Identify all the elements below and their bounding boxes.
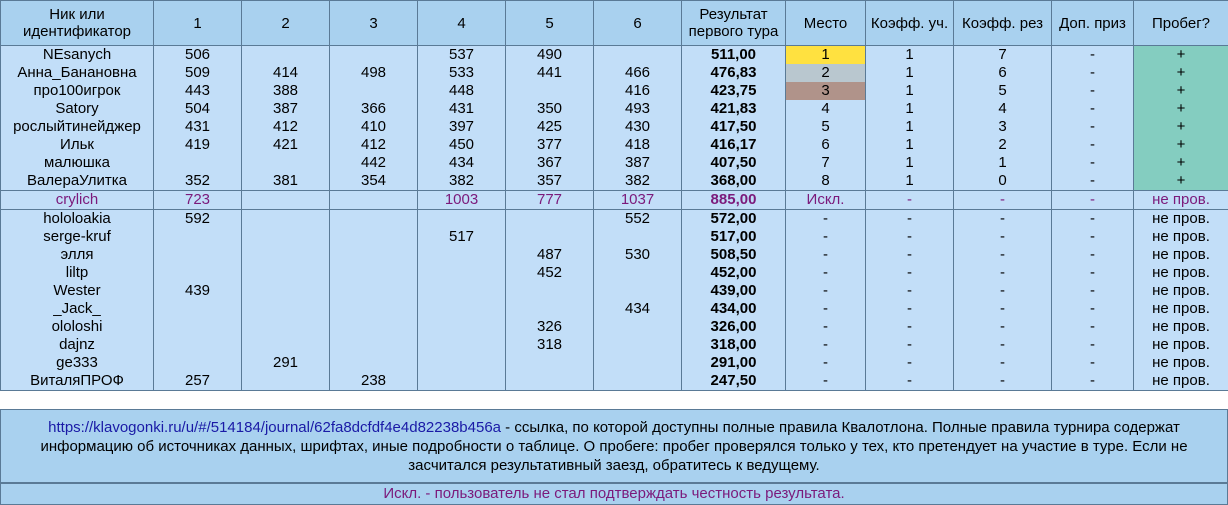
race-result: [154, 354, 242, 372]
place-cell: 3: [786, 82, 866, 100]
run-check: +: [1134, 100, 1228, 118]
player-name: Ильк: [1, 136, 154, 154]
race-result: 414: [242, 64, 330, 82]
race-result: 431: [418, 100, 506, 118]
table-row: [1, 210, 1228, 229]
column-header: Доп. приз: [1052, 1, 1134, 46]
race-result: [242, 318, 330, 336]
race-result: [242, 46, 330, 65]
race-result: [506, 82, 594, 100]
race-result: 425: [506, 118, 594, 136]
race-result: [594, 264, 682, 282]
place-cell: -: [786, 336, 866, 354]
race-result: 419: [154, 136, 242, 154]
race-result: 416: [594, 82, 682, 100]
place-cell: -: [786, 264, 866, 282]
place-cell: 2: [786, 64, 866, 82]
race-result: 448: [418, 82, 506, 100]
coef-result: -: [954, 228, 1052, 246]
race-result: [242, 264, 330, 282]
race-result: [330, 228, 418, 246]
coef-result: -: [954, 282, 1052, 300]
first-round-result: 318,00: [682, 336, 786, 354]
race-result: [330, 318, 418, 336]
player-name: Wester: [1, 282, 154, 300]
race-result: 450: [418, 136, 506, 154]
coef-participation: -: [866, 246, 954, 264]
coef-result: -: [954, 372, 1052, 391]
run-check: не пров.: [1134, 282, 1228, 300]
run-check: не пров.: [1134, 228, 1228, 246]
column-header: 1: [154, 1, 242, 46]
place-cell: -: [786, 300, 866, 318]
column-header: 4: [418, 1, 506, 46]
race-result: 352: [154, 172, 242, 191]
extra-prize: -: [1052, 246, 1134, 264]
table-row: [1, 264, 1228, 282]
player-name: ge333: [1, 354, 154, 372]
race-result: [242, 191, 330, 210]
run-check: не пров.: [1134, 300, 1228, 318]
table-row: [1, 336, 1228, 354]
extra-prize: -: [1052, 100, 1134, 118]
player-name: малюшка: [1, 154, 154, 172]
run-check: не пров.: [1134, 246, 1228, 264]
race-result: 434: [594, 300, 682, 318]
header-row: [1, 1, 1228, 46]
race-result: [330, 300, 418, 318]
extra-prize: -: [1052, 191, 1134, 210]
place-cell: 8: [786, 172, 866, 191]
coef-result: -: [954, 210, 1052, 229]
race-result: [330, 354, 418, 372]
coef-result: 3: [954, 118, 1052, 136]
race-result: [242, 246, 330, 264]
column-header: Коэфф. уч.: [866, 1, 954, 46]
extra-prize: -: [1052, 154, 1134, 172]
race-result: [154, 154, 242, 172]
coef-participation: -: [866, 336, 954, 354]
race-result: 1037: [594, 191, 682, 210]
race-result: 592: [154, 210, 242, 229]
coef-participation: -: [866, 372, 954, 391]
extra-prize: -: [1052, 210, 1134, 229]
race-result: 434: [418, 154, 506, 172]
table-row: [1, 82, 1228, 100]
run-check: +: [1134, 64, 1228, 82]
coef-participation: -: [866, 191, 954, 210]
coef-participation: -: [866, 300, 954, 318]
table-row: [1, 100, 1228, 118]
coef-participation: 1: [866, 46, 954, 65]
race-result: [594, 228, 682, 246]
extra-prize: -: [1052, 264, 1134, 282]
coef-participation: -: [866, 354, 954, 372]
race-result: 493: [594, 100, 682, 118]
race-result: 466: [594, 64, 682, 82]
place-cell: 7: [786, 154, 866, 172]
coef-participation: -: [866, 264, 954, 282]
run-check: не пров.: [1134, 210, 1228, 229]
race-result: 498: [330, 64, 418, 82]
coef-result: 0: [954, 172, 1052, 191]
first-round-result: 291,00: [682, 354, 786, 372]
extra-prize: -: [1052, 228, 1134, 246]
race-result: [506, 282, 594, 300]
race-result: 530: [594, 246, 682, 264]
race-result: 357: [506, 172, 594, 191]
table-row: [1, 372, 1228, 391]
coef-result: 2: [954, 136, 1052, 154]
place-cell: -: [786, 354, 866, 372]
race-result: [330, 46, 418, 65]
place-cell: -: [786, 228, 866, 246]
race-result: 421: [242, 136, 330, 154]
player-name: crylich: [1, 191, 154, 210]
race-result: [154, 228, 242, 246]
race-result: 387: [242, 100, 330, 118]
extra-prize: -: [1052, 82, 1134, 100]
table-row: [1, 300, 1228, 318]
first-round-result: 452,00: [682, 264, 786, 282]
coef-participation: 1: [866, 100, 954, 118]
race-result: [242, 300, 330, 318]
race-result: [418, 246, 506, 264]
rules-info: [0, 409, 1228, 483]
coef-result: -: [954, 191, 1052, 210]
race-result: [154, 264, 242, 282]
extra-prize: -: [1052, 282, 1134, 300]
race-result: 326: [506, 318, 594, 336]
race-result: [594, 318, 682, 336]
race-result: 441: [506, 64, 594, 82]
extra-prize: -: [1052, 354, 1134, 372]
first-round-result: 439,00: [682, 282, 786, 300]
race-result: [330, 336, 418, 354]
first-round-result: 423,75: [682, 82, 786, 100]
first-round-result: 434,00: [682, 300, 786, 318]
race-result: [330, 282, 418, 300]
race-result: 1003: [418, 191, 506, 210]
column-header: Пробег?: [1134, 1, 1228, 46]
coef-result: -: [954, 318, 1052, 336]
first-round-result: 572,00: [682, 210, 786, 229]
place-cell: -: [786, 210, 866, 229]
place-cell: 1: [786, 46, 866, 65]
race-result: 388: [242, 82, 330, 100]
race-result: 410: [330, 118, 418, 136]
race-result: 381: [242, 172, 330, 191]
first-round-result: 476,83: [682, 64, 786, 82]
race-result: [506, 228, 594, 246]
race-result: [594, 336, 682, 354]
race-result: 443: [154, 82, 242, 100]
coef-participation: -: [866, 318, 954, 336]
race-result: [506, 300, 594, 318]
player-name: liltp: [1, 264, 154, 282]
run-check: не пров.: [1134, 372, 1228, 391]
player-name: про100игрок: [1, 82, 154, 100]
coef-participation: 1: [866, 118, 954, 136]
race-result: 442: [330, 154, 418, 172]
column-header: Коэфф. рез: [954, 1, 1052, 46]
coef-result: -: [954, 264, 1052, 282]
race-result: 533: [418, 64, 506, 82]
exclusion-note: Искл. - пользователь не стал подтверждать честность результата.: [0, 483, 1228, 505]
first-round-result: 416,17: [682, 136, 786, 154]
race-result: 430: [594, 118, 682, 136]
first-round-result: 247,50: [682, 372, 786, 391]
race-result: [418, 282, 506, 300]
player-name: dajnz: [1, 336, 154, 354]
race-result: 537: [418, 46, 506, 65]
race-result: [594, 354, 682, 372]
race-result: [506, 354, 594, 372]
rules-text: - ссылка, по которой доступны полные правила Квалотлона. Полные правила турнира содержат информацию об источниках данных, шрифтах, иные подробности о таблице. О пробеге: пробег проверялся только у тех, кто претендует на участие в туре. Если не засчитался результативный заезд, обратитесь к ведущему.: [40, 419, 1187, 474]
first-round-result: 326,00: [682, 318, 786, 336]
coef-result: -: [954, 246, 1052, 264]
table-row: [1, 318, 1228, 336]
race-result: 318: [506, 336, 594, 354]
first-round-result: 517,00: [682, 228, 786, 246]
race-result: 509: [154, 64, 242, 82]
run-check: +: [1134, 82, 1228, 100]
race-result: 354: [330, 172, 418, 191]
table-row: [1, 246, 1228, 264]
place-cell: -: [786, 246, 866, 264]
run-check: +: [1134, 46, 1228, 65]
race-result: [242, 372, 330, 391]
table-row: [1, 191, 1228, 210]
coef-participation: -: [866, 210, 954, 229]
race-result: [242, 336, 330, 354]
race-result: 257: [154, 372, 242, 391]
race-result: 291: [242, 354, 330, 372]
race-result: [154, 318, 242, 336]
race-result: [330, 82, 418, 100]
place-cell: -: [786, 372, 866, 391]
race-result: 506: [154, 46, 242, 65]
player-name: элля: [1, 246, 154, 264]
run-check: не пров.: [1134, 336, 1228, 354]
run-check: не пров.: [1134, 318, 1228, 336]
coef-participation: -: [866, 228, 954, 246]
race-result: 487: [506, 246, 594, 264]
extra-prize: -: [1052, 136, 1134, 154]
column-header: Место: [786, 1, 866, 46]
coef-participation: 1: [866, 64, 954, 82]
place-cell: 4: [786, 100, 866, 118]
race-result: [330, 246, 418, 264]
race-result: [242, 210, 330, 229]
race-result: [154, 246, 242, 264]
coef-participation: -: [866, 282, 954, 300]
first-round-result: 511,00: [682, 46, 786, 65]
player-name: Satory: [1, 100, 154, 118]
race-result: [418, 210, 506, 229]
table-row: [1, 172, 1228, 191]
race-result: [418, 300, 506, 318]
place-cell: 5: [786, 118, 866, 136]
coef-result: 1: [954, 154, 1052, 172]
race-result: [418, 318, 506, 336]
race-result: 418: [594, 136, 682, 154]
extra-prize: -: [1052, 118, 1134, 136]
race-result: [506, 210, 594, 229]
coef-result: 5: [954, 82, 1052, 100]
race-result: [154, 336, 242, 354]
extra-prize: -: [1052, 336, 1134, 354]
run-check: +: [1134, 118, 1228, 136]
extra-prize: -: [1052, 300, 1134, 318]
race-result: 723: [154, 191, 242, 210]
column-header: 6: [594, 1, 682, 46]
race-result: 382: [594, 172, 682, 191]
race-result: 552: [594, 210, 682, 229]
race-result: 431: [154, 118, 242, 136]
run-check: не пров.: [1134, 264, 1228, 282]
race-result: [594, 46, 682, 65]
first-round-result: 417,50: [682, 118, 786, 136]
race-result: [330, 191, 418, 210]
first-round-result: 407,50: [682, 154, 786, 172]
race-result: [506, 372, 594, 391]
table-row: [1, 228, 1228, 246]
race-result: 777: [506, 191, 594, 210]
race-result: [242, 228, 330, 246]
table-row: [1, 282, 1228, 300]
race-result: 490: [506, 46, 594, 65]
coef-result: 7: [954, 46, 1052, 65]
player-name: ololoshi: [1, 318, 154, 336]
race-result: 238: [330, 372, 418, 391]
run-check: +: [1134, 154, 1228, 172]
coef-participation: 1: [866, 172, 954, 191]
race-result: 412: [330, 136, 418, 154]
table-row: [1, 46, 1228, 65]
extra-prize: -: [1052, 46, 1134, 65]
table-row: [1, 136, 1228, 154]
rules-link[interactable]: https://klavogonki.ru/u/#/514184/journal/62fa8dcfdf4e4d82238b456a: [48, 419, 501, 436]
race-result: [594, 372, 682, 391]
player-name: рослыйтинейджер: [1, 118, 154, 136]
coef-participation: 1: [866, 154, 954, 172]
player-name: NEsanych: [1, 46, 154, 65]
extra-prize: -: [1052, 372, 1134, 391]
coef-participation: 1: [866, 82, 954, 100]
coef-result: 4: [954, 100, 1052, 118]
race-result: 439: [154, 282, 242, 300]
race-result: [418, 354, 506, 372]
extra-prize: -: [1052, 318, 1134, 336]
coef-participation: 1: [866, 136, 954, 154]
place-cell: 6: [786, 136, 866, 154]
race-result: 382: [418, 172, 506, 191]
column-header: Результат первого тура: [682, 1, 786, 46]
coef-result: -: [954, 336, 1052, 354]
race-result: 452: [506, 264, 594, 282]
column-header: 3: [330, 1, 418, 46]
player-name: serge-kruf: [1, 228, 154, 246]
player-name: Анна_Банановна: [1, 64, 154, 82]
race-result: 377: [506, 136, 594, 154]
table-row: [1, 154, 1228, 172]
race-result: [330, 264, 418, 282]
coef-result: -: [954, 300, 1052, 318]
extra-prize: -: [1052, 172, 1134, 191]
run-check: +: [1134, 172, 1228, 191]
place-cell: -: [786, 318, 866, 336]
table-row: [1, 354, 1228, 372]
race-result: [418, 336, 506, 354]
race-result: 517: [418, 228, 506, 246]
place-cell: -: [786, 282, 866, 300]
run-check: +: [1134, 136, 1228, 154]
run-check: не пров.: [1134, 354, 1228, 372]
race-result: 387: [594, 154, 682, 172]
first-round-result: 368,00: [682, 172, 786, 191]
player-name: ВалераУлитка: [1, 172, 154, 191]
first-round-result: 885,00: [682, 191, 786, 210]
player-name: _Jack_: [1, 300, 154, 318]
column-header: Ник или идентификатор: [1, 1, 154, 46]
race-result: 350: [506, 100, 594, 118]
coef-result: -: [954, 354, 1052, 372]
race-result: [242, 282, 330, 300]
race-result: [154, 300, 242, 318]
race-result: [594, 282, 682, 300]
race-result: 412: [242, 118, 330, 136]
place-cell: Искл.: [786, 191, 866, 210]
table-row: [1, 64, 1228, 82]
race-result: 367: [506, 154, 594, 172]
player-name: ВиталяПРОФ: [1, 372, 154, 391]
table-row: [1, 118, 1228, 136]
race-result: 366: [330, 100, 418, 118]
run-check: не пров.: [1134, 191, 1228, 210]
first-round-result: 508,50: [682, 246, 786, 264]
race-result: 504: [154, 100, 242, 118]
column-header: 5: [506, 1, 594, 46]
race-result: [418, 372, 506, 391]
first-round-result: 421,83: [682, 100, 786, 118]
race-result: [242, 154, 330, 172]
race-result: 397: [418, 118, 506, 136]
coef-result: 6: [954, 64, 1052, 82]
extra-prize: -: [1052, 64, 1134, 82]
column-header: 2: [242, 1, 330, 46]
race-result: [330, 210, 418, 229]
player-name: hololoakia: [1, 210, 154, 229]
race-result: [418, 264, 506, 282]
